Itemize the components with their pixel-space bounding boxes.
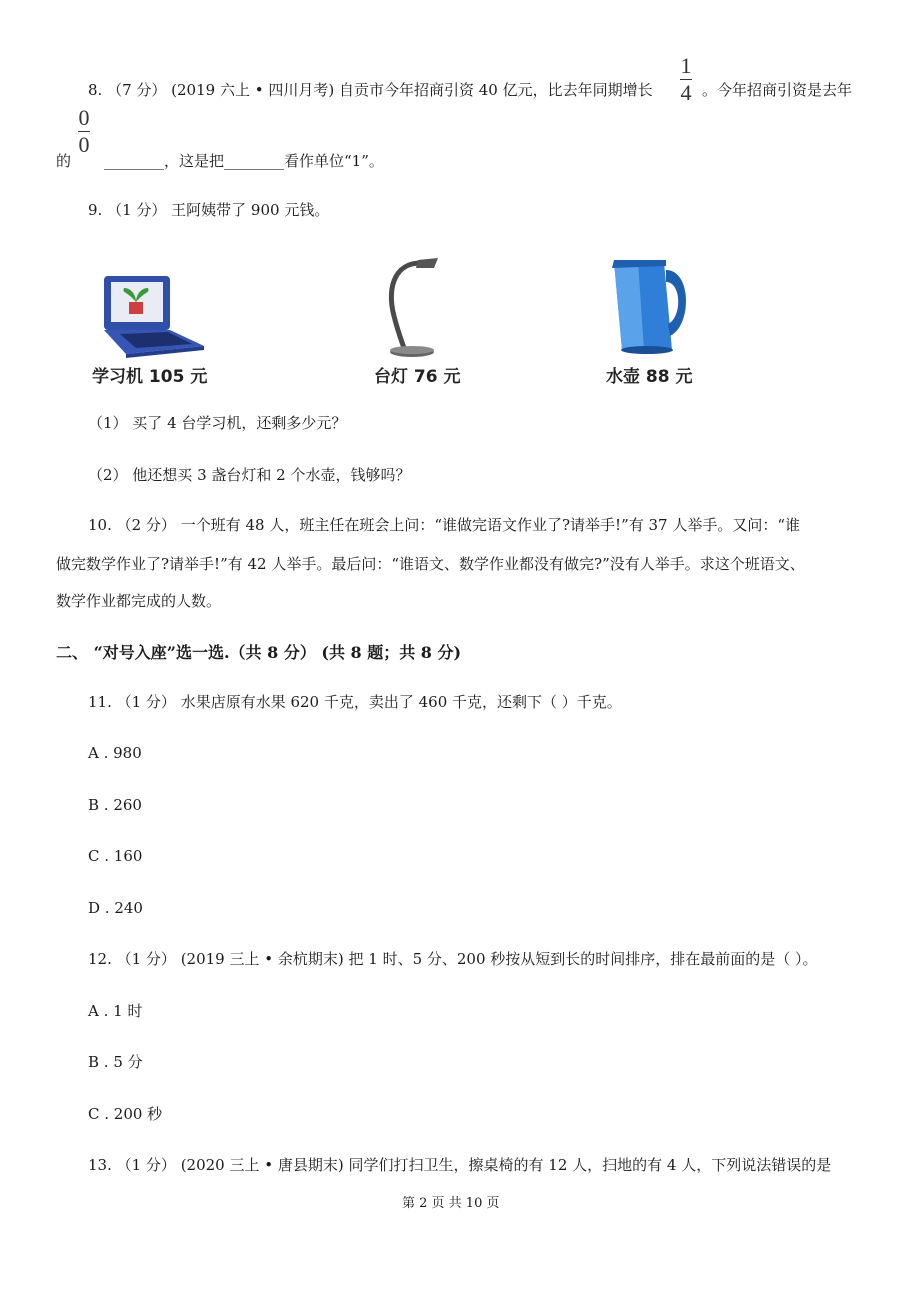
q12-line: 12. （1 分） (2019 三上 • 余杭期末) 把 1 时、5 分、200 秒按从短到长的时间排序，排在最前面的是（ ）。 [88, 950, 818, 968]
q10-line1: 10. （2 分） 一个班有 48 人，班主任在班会上问：“谁做完语文作业了?请举手!”有 37 人举手。又问：“谁 [88, 516, 801, 534]
section-heading: 二、 “对号入座”选一选.（共 8 分） (共 8 题；共 8 分) [56, 643, 462, 662]
q10-line3: 数学作业都完成的人数。 [56, 592, 222, 610]
fraction-denominator: 0 [78, 132, 90, 157]
q9-sub2: （2） 他还想买 3 盏台灯和 2 个水壶，钱够吗？ [88, 466, 411, 484]
item-price: 105 元 [148, 367, 208, 387]
q8-line2-prefix: 的 [56, 152, 72, 170]
page-footer: 第 2 页 共 10 页 [402, 1196, 500, 1211]
q11-option-c[interactable]: C . 160 [88, 847, 143, 865]
fraction-numerator: 0 [78, 105, 90, 130]
q8-line1: 8. （7 分） (2019 六上 • 四川月考) 自贡市今年招商引资 40 亿元，比去年同期增长 [88, 81, 653, 99]
q12-option-c[interactable]: C . 200 秒 [88, 1105, 163, 1123]
q12-option-a[interactable]: A . 1 时 [88, 1002, 143, 1020]
q11-line: 11. （1 分） 水果店原有水果 620 千克，卖出了 460 千克，还剩下（ ）千克。 [88, 693, 622, 711]
item-name: 水壶 [606, 367, 640, 387]
item-caption-desk-lamp [374, 362, 461, 387]
q11-option-d[interactable]: D . 240 [88, 899, 143, 917]
q10-line2: 做完数学作业了?请举手!”有 42 人举手。最后问：“谁语文、数学作业都没有做完?”没有人举手。求这个班语文、 [56, 555, 805, 573]
item-caption-learning-machine [92, 362, 207, 387]
q8-line2: ________，这是把________看作单位“1”。 [104, 152, 384, 170]
item-caption-kettle [606, 362, 693, 387]
q8-fraction-zero-over-zero [78, 106, 90, 157]
q11-option-b[interactable]: B . 260 [88, 796, 142, 814]
fraction-denominator: 4 [680, 80, 692, 105]
q9-sub1: （1） 买了 4 台学习机，还剩多少元？ [88, 414, 347, 432]
q8-line1-tail: 。今年招商引资是去年 [702, 81, 853, 99]
desk-lamp-icon [376, 256, 446, 360]
q11-option-a[interactable]: A . 980 [88, 744, 142, 762]
q13-line: 13. （1 分） (2020 三上 • 唐县期末) 同学们打扫卫生，擦桌椅的有 12 人，扫地的有 4 人，下列说法错误的是 [88, 1156, 832, 1174]
item-name: 学习机 [92, 367, 143, 387]
q12-option-b[interactable]: B . 5 分 [88, 1053, 143, 1071]
learning-machine-icon [96, 272, 208, 362]
q8-fraction-one-quarter [680, 54, 692, 105]
item-price: 88 元 [645, 367, 693, 387]
kettle-icon [608, 256, 696, 356]
item-price: 76 元 [413, 367, 461, 387]
q9-line: 9. （1 分） 王阿姨带了 900 元钱。 [88, 201, 330, 219]
fraction-numerator: 1 [680, 53, 692, 78]
item-name: 台灯 [374, 367, 408, 387]
